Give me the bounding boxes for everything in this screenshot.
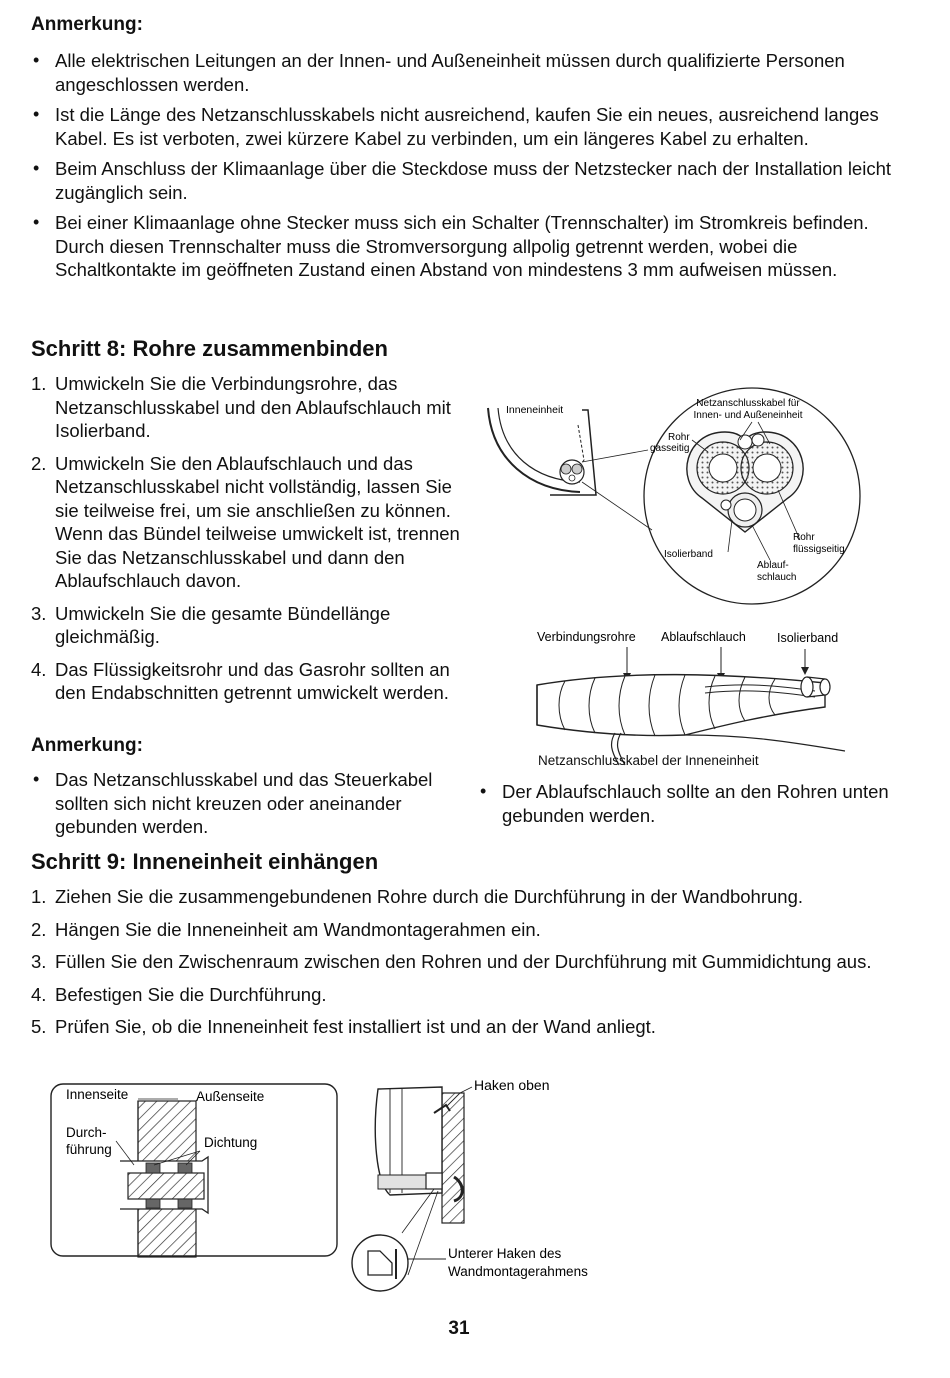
label-unterer-2: Wandmontagerahmens	[448, 1264, 588, 1279]
label-aussenseite: Außenseite	[196, 1089, 265, 1104]
step9-item: 1. Ziehen Sie die zusammengebundenen Rohre durch die Durchführung in der Wandbohrung.	[31, 886, 804, 907]
page-number: 31	[448, 1318, 470, 1339]
step8-right-note	[478, 780, 908, 834]
label-netzkabel: Netzanschlusskabel der Inneneinheit	[538, 753, 759, 768]
step8-item: 4. Das Flüssigkeitsrohr und das Gasrohr sollten an den Endabschnitten getrennt umwickelt werden.	[31, 658, 450, 703]
label-inneneinheit: Inneneinheit	[506, 404, 564, 416]
label-dichtung: Dichtung	[204, 1135, 258, 1150]
label-ablauf-1: Ablauf-	[757, 560, 789, 571]
step9-item: 3. Füllen Sie den Zwischenraum zwischen den Rohren und der Durchführung mit Gummidichtung aus.	[31, 951, 872, 972]
label-rohr-gas-2: gasseitig	[650, 443, 690, 454]
note-item: • Ist die Länge des Netzanschlusskabels nicht ausreichend, kaufen Sie ein neues, ausreichend langes Kabel. Es ist verboten, zwei kürzere Kabel zu verbinden, um ein längeres Kabel zu erhalten.	[31, 103, 916, 150]
label-isolierband: Isolierband	[664, 549, 713, 560]
label-verbindungsrohre: Verbindungsrohre	[537, 630, 636, 644]
step9-list	[31, 885, 916, 1048]
label-rohr-fl-2: flüssigseitig	[793, 544, 845, 555]
pipe-cross-section-diagram	[470, 380, 930, 610]
pipe-bundle-diagram	[525, 625, 855, 771]
step8-note-item: • Das Netzanschlusskabel und das Steuerkabel sollten sich nicht kreuzen oder aneinander gebunden werden.	[31, 768, 441, 839]
note-item: • Bei einer Klimaanlage ohne Stecker muss sich ein Schalter (Trennschalter) im Stromkreis befinden. Durch diesen Trennschalter muss die Stromversorgung allpolig getrennt werden, wobei die Schaltkontakte im geöffneten Zustand einen Abstand von mindestens 3 mm aufweisen müssen.	[31, 211, 916, 282]
label-rohr-fl-1: Rohr	[793, 532, 815, 543]
label-innenseite: Innenseite	[66, 1087, 129, 1102]
label-rohr-gas-1: Rohr	[668, 432, 690, 443]
step8-note-list	[31, 768, 441, 846]
hook-mounting-diagram	[350, 1073, 620, 1313]
label-durch-1: Durch-	[66, 1125, 107, 1140]
label-durch-2: führung	[66, 1142, 112, 1157]
wall-sleeve-diagram	[50, 1083, 340, 1258]
label-unterer-1: Unterer Haken des	[448, 1246, 562, 1261]
note-list	[31, 49, 916, 289]
label-ablauf-2: schlauch	[757, 572, 797, 583]
note-heading: Anmerkung:	[31, 14, 143, 35]
step9-heading: Schritt 9: Inneneinheit einhängen	[31, 849, 379, 874]
label-haken-oben: Haken oben	[474, 1077, 550, 1093]
label-netz-2: Innen- und Außeneinheit	[693, 410, 803, 421]
note-item: • Alle elektrischen Leitungen an der Innen- und Außeneinheit müssen durch qualifizierte Personen angeschlossen werden.	[31, 49, 916, 96]
label-isolierband: Isolierband	[777, 631, 839, 645]
step8-note-heading: Anmerkung:	[31, 735, 143, 756]
label-ablaufschlauch: Ablaufschlauch	[661, 630, 746, 644]
step8-item: 3. Umwickeln Sie die gesamte Bündellänge gleichmäßig.	[31, 602, 391, 647]
step9-item: 5. Prüfen Sie, ob die Inneneinheit fest installiert ist und an der Wand anliegt.	[31, 1016, 656, 1037]
step8-list	[31, 372, 466, 714]
step9-item: 2. Hängen Sie die Inneneinheit am Wandmontagerahmen ein.	[31, 918, 541, 940]
label-netz-1: Netzanschlusskabel für	[696, 398, 800, 409]
note-item: • Beim Anschluss der Klimaanlage über die Steckdose muss der Netzstecker nach der Installation leicht zugänglich sein.	[31, 157, 916, 204]
step9-item: 4. Befestigen Sie die Durchführung.	[31, 983, 327, 1005]
step8-heading: Schritt 8: Rohre zusammenbinden	[31, 336, 388, 361]
step8-item: 2. Umwickeln Sie den Ablaufschlauch und das Netzanschlusskabel nicht vollständig, lassen Sie sie teilweise frei, um sie anschließen zu können. Wenn das Bündel teilweise umwickelt ist, trennen Sie das Netzanschlusskabel und dann den Ablaufschlauch davon.	[31, 452, 460, 591]
right-note-item: • Der Ablaufschlauch sollte an den Rohren unten gebunden werden.	[478, 780, 908, 827]
step8-item: 1. Umwickeln Sie die Verbindungsrohre, das Netzanschlusskabel und den Ablaufschlauch mit Isolierband.	[31, 373, 451, 441]
